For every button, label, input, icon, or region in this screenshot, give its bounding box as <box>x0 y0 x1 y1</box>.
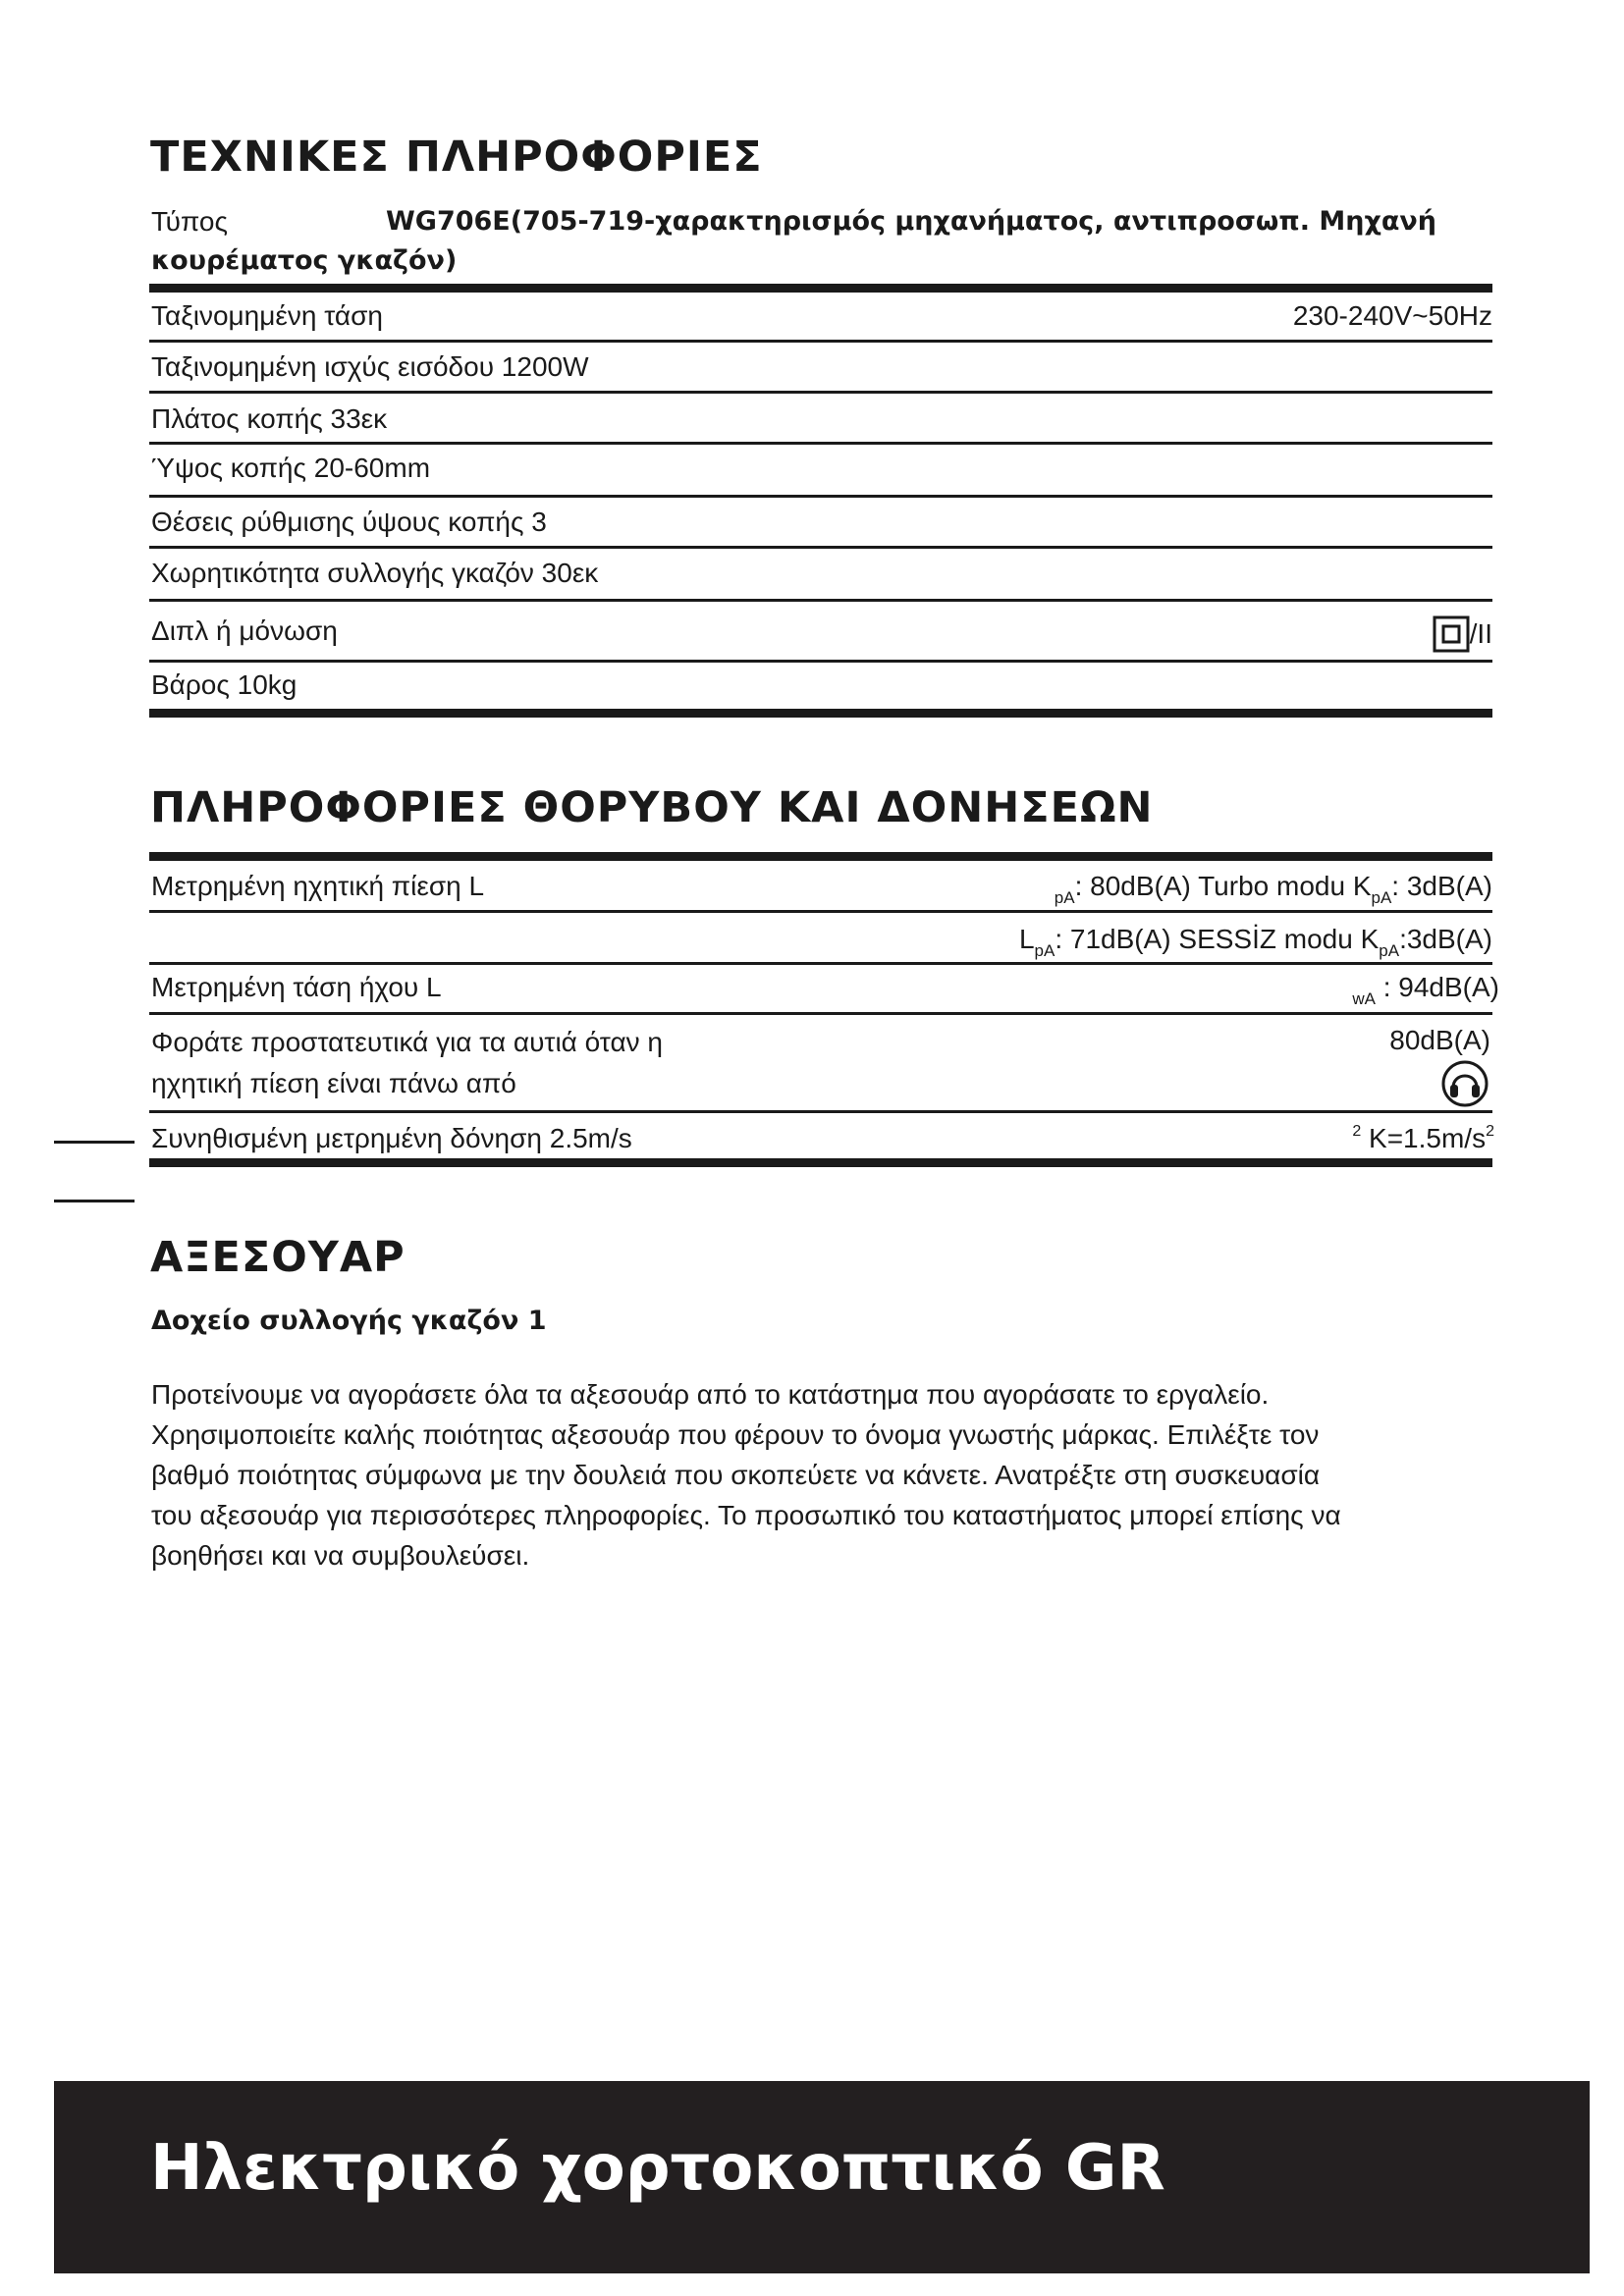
subscript: wA <box>1352 989 1376 1008</box>
spec-row-label: Βάρος 10kg <box>151 669 298 700</box>
type-label: Τύπος <box>151 206 228 237</box>
value-text: L <box>1018 924 1035 954</box>
rule <box>149 1012 1492 1015</box>
superscript: 2 <box>1352 1123 1362 1140</box>
double-insulation-icon <box>1433 615 1470 653</box>
rule <box>149 962 1492 965</box>
rule <box>149 340 1492 343</box>
noise-heading: ΠΛΗΡΟΦΟΡΙΕΣ ΘΟΡΥΒΟΥ ΚΑΙ ΔΟΝΗΣΕΩΝ <box>150 783 1154 832</box>
rule-top <box>149 852 1492 861</box>
spec-row-label: Θέσεις ρύθμισης ύψους κοπής 3 <box>151 507 547 537</box>
type-value-line1: WG706E(705-719-χαρακτηρισμός μηχανήματος, αντιπροσωπ. Μηχανή <box>386 206 1437 237</box>
sound-pressure-value <box>1054 871 1492 907</box>
rule <box>149 660 1492 663</box>
spec-row-value: 230-240V~50Hz <box>1292 300 1492 331</box>
subscript: pA <box>1054 888 1075 907</box>
spec-row-label: Ταξινομημένη τάση <box>151 300 383 331</box>
paragraph-line: βοηθήσει και να συμβουλεύσει. <box>151 1540 530 1571</box>
rule-bottom <box>149 1158 1492 1167</box>
sound-pressure-label: Μετρημένη ηχητική πίεση L <box>151 871 485 901</box>
paragraph-line: βαθμό ποιότητας σύμφωνα με την δουλειά που σκοπεύετε να κάνετε. Ανατρέξτε στη συσκευασία <box>151 1460 1321 1490</box>
vibration-label: Συνηθισμένη μετρημένη δόνηση 2.5m/s <box>151 1123 632 1153</box>
double-insulation-class: /II <box>1469 618 1492 649</box>
rule <box>149 546 1492 549</box>
value-text: : 80dB(A) Turbo modu K <box>1074 871 1372 901</box>
rule <box>149 910 1492 913</box>
double-insulation-value <box>1433 615 1492 653</box>
vibration-value <box>1352 1123 1494 1154</box>
rule <box>149 442 1492 445</box>
rule-top <box>149 284 1492 293</box>
paragraph-line: του αξεσουάρ για περισσότερες πληροφορίες. Το προσωπικό του καταστήματος μπορεί επίσης να <box>151 1500 1341 1530</box>
rule-bottom <box>149 709 1492 718</box>
margin-mark <box>54 1141 135 1144</box>
rule <box>149 495 1492 498</box>
rule <box>149 391 1492 394</box>
sound-power-value <box>1352 972 1499 1008</box>
subscript: pA <box>1034 941 1056 960</box>
rule <box>149 1110 1492 1113</box>
superscript: 2 <box>1486 1123 1494 1140</box>
value-text: : 94dB(A) <box>1375 972 1499 1002</box>
spec-row-label: Ταξινομημένη ισχύς εισόδου 1200W <box>151 351 589 382</box>
sound-power-label: Μετρημένη τάση ήχου L <box>151 972 442 1002</box>
value-text: : 71dB(A) SESSİZ modu K <box>1055 924 1380 954</box>
spec-row-label: Ύψος κοπής 20-60mm <box>151 453 431 483</box>
paragraph-line: Χρησιμοποιείτε καλής ποιότητας αξεσουάρ που φέρουν το όνομα γνωστής μάρκας. Επιλέξτε τον <box>151 1419 1320 1450</box>
accessories-heading: ΑΞΕΣΟΥΑΡ <box>150 1233 406 1282</box>
spec-row-label: Διπλ ή μόνωση <box>151 615 338 646</box>
type-value-line2: κουρέματος γκαζόν) <box>151 245 458 276</box>
margin-mark <box>54 1200 135 1202</box>
ear-protection-icon <box>1441 1060 1489 1112</box>
accessory-item: Δοχείο συλλογής γκαζόν 1 <box>151 1306 547 1336</box>
tech-heading: ΤΕΧΝΙΚΕΣ ΠΛΗΡΟΦΟΡΙΕΣ <box>150 133 763 182</box>
value-text: :3dB(A) <box>1399 924 1492 954</box>
paragraph-line: Προτείνουμε να αγοράσετε όλα τα αξεσουάρ από το κατάστημα που αγοράσατε το εργαλείο. <box>151 1379 1270 1410</box>
ear-protection-threshold: 80dB(A) <box>1389 1025 1490 1055</box>
ear-protection-label-line2: ηχητική πίεση είναι πάνω από <box>151 1068 516 1098</box>
spec-row-label: Πλάτος κοπής 33εκ <box>151 403 388 434</box>
value-text: : 3dB(A) <box>1391 871 1492 901</box>
ear-protection-label-line1: Φοράτε προστατευτικά για τα αυτιά όταν η <box>151 1027 664 1057</box>
subscript: pA <box>1379 941 1400 960</box>
spec-row-label: Χωρητικότητα συλλογής γκαζόν 30εκ <box>151 558 599 588</box>
accessories-paragraph <box>151 1374 1487 1575</box>
footer-title: Ηλεκτρικό χορτοκοπτικό GR <box>150 2132 1165 2205</box>
silent-mode-value <box>1018 924 1492 960</box>
footer-banner <box>54 2081 1590 2273</box>
rule <box>149 599 1492 602</box>
subscript: pA <box>1371 888 1392 907</box>
value-text: K=1.5m/s <box>1361 1123 1487 1153</box>
